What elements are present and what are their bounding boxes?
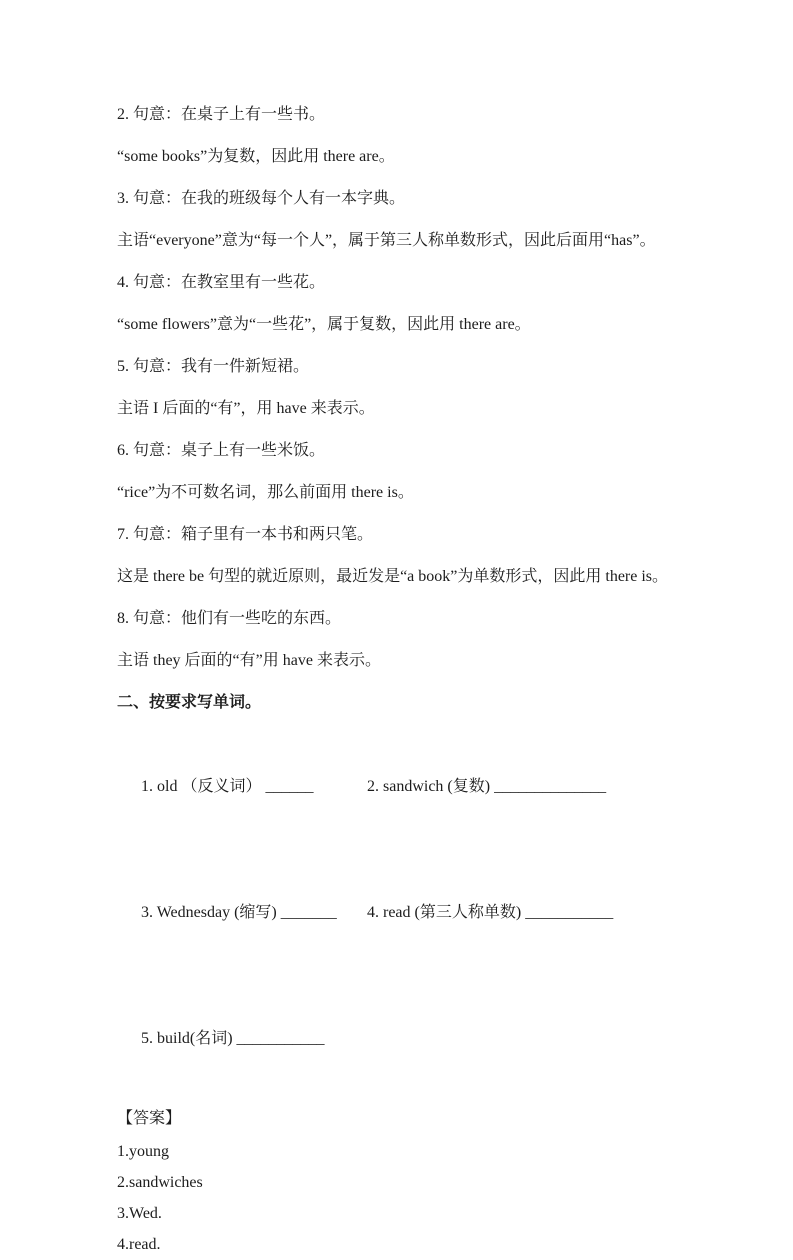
word-exercise-row bbox=[117, 976, 743, 1102]
word-exercise-item-old: 1. old （反义词） ______ bbox=[141, 778, 314, 795]
explanation-line: 5. 句意：我有一件新短裙。 bbox=[117, 358, 310, 375]
word-exercise-item-build: 5. build(名词) ___________ bbox=[141, 1030, 325, 1047]
explanation-line: 8. 句意：他们有一些吃的东西。 bbox=[117, 610, 342, 627]
word-exercise-row bbox=[117, 724, 743, 850]
answer-item: 1.young bbox=[117, 1143, 169, 1160]
answer-item: 2.sandwiches bbox=[117, 1174, 203, 1191]
explanation-line: 6. 句意：桌子上有一些米饭。 bbox=[117, 442, 326, 459]
explanation-line: 3. 句意：在我的班级每个人有一本字典。 bbox=[117, 190, 406, 207]
explanation-line: 主语 I 后面的“有”，用 have 来表示。 bbox=[117, 400, 375, 417]
explanation-line: “some books”为复数，因此用 there are。 bbox=[117, 148, 395, 165]
answer-item: 3.Wed. bbox=[117, 1205, 162, 1222]
explanation-line: “rice”为不可数名词，那么前面用 there is。 bbox=[117, 484, 414, 501]
word-exercise-row bbox=[117, 850, 743, 976]
explanation-line: 7. 句意：箱子里有一本书和两只笔。 bbox=[117, 526, 374, 543]
explanation-line: “some flowers”意为“一些花”，属于复数，因此用 there are。 bbox=[117, 316, 531, 333]
word-exercise-item-sandwich: 2. sandwich (复数) ______________ bbox=[367, 778, 607, 795]
word-exercise-item-read: 4. read (第三人称单数) ___________ bbox=[367, 904, 614, 921]
explanation-line: 主语 they 后面的“有”用 have 来表示。 bbox=[117, 652, 381, 669]
answer-item: 4.read. bbox=[117, 1236, 161, 1253]
section-two-heading: 二、按要求写单词。 bbox=[117, 694, 262, 711]
explanation-line: 2. 句意：在桌子上有一些书。 bbox=[117, 106, 326, 123]
answers-label: 【答案】 bbox=[117, 1110, 182, 1127]
explanation-line: 这是 there be 句型的就近原则，最近发是“a book”为单数形式，因此用 there is。 bbox=[117, 568, 669, 585]
explanation-line: 4. 句意：在教室里有一些花。 bbox=[117, 274, 326, 291]
word-exercise-item-wednesday: 3. Wednesday (缩写) _______ bbox=[141, 904, 337, 921]
explanation-line: 主语“everyone”意为“每一个人”，属于第三人称单数形式，因此后面用“has”。 bbox=[117, 232, 656, 249]
